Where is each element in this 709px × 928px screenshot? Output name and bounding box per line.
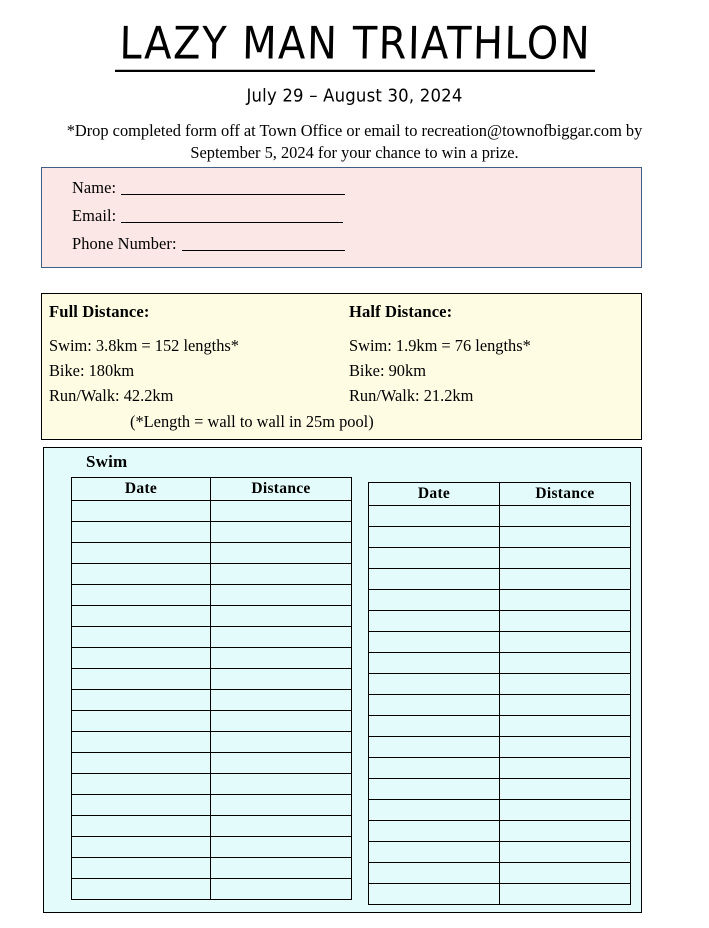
full-distance-bike: Bike: 180km [49,361,135,380]
swim-log-right-body [369,506,631,905]
table-row [369,569,631,590]
table-row [369,842,631,863]
cell-distance[interactable] [211,732,352,753]
distance-info-box [41,293,642,440]
cell-distance[interactable] [500,800,631,821]
contact-info-box [41,167,642,268]
cell-distance[interactable] [211,816,352,837]
name-field-row [72,178,345,198]
table-row [72,501,352,522]
full-distance-swim: Swim: 3.8km = 152 lengths* [49,336,240,355]
cell-date[interactable] [72,690,211,711]
table-row [369,590,631,611]
cell-distance[interactable] [500,632,631,653]
cell-distance[interactable] [500,695,631,716]
column-header-distance: Distance [211,478,352,501]
cell-date[interactable] [369,800,500,821]
swim-log-box [43,447,642,913]
swim-log-left-body [72,501,352,900]
half-distance-swim: Swim: 1.9km = 76 lengths* [349,336,531,355]
email-input[interactable] [121,209,343,223]
cell-distance[interactable] [500,842,631,863]
cell-distance[interactable] [211,648,352,669]
cell-date[interactable] [369,758,500,779]
table-row [369,821,631,842]
table-row [369,653,631,674]
table-row [369,674,631,695]
cell-date[interactable] [72,837,211,858]
cell-date[interactable] [369,884,500,905]
pool-length-note: (*Length = wall to wall in 25m pool) [130,412,374,431]
cell-date[interactable] [72,564,211,585]
swim-log-table-left [71,477,352,900]
cell-date[interactable] [72,627,211,648]
cell-distance[interactable] [500,653,631,674]
full-distance-column [49,302,239,408]
cell-distance[interactable] [500,569,631,590]
table-row [369,527,631,548]
cell-date[interactable] [369,590,500,611]
swim-section-title: Swim [86,452,128,471]
table-row [72,858,352,879]
page-title: LAZY MAN TRIATHLON [115,20,596,72]
cell-distance[interactable] [500,611,631,632]
event-date-range: July 29 – August 30, 2024 [246,85,463,106]
cell-distance[interactable] [211,774,352,795]
cell-date[interactable] [72,669,211,690]
cell-date[interactable] [369,695,500,716]
cell-date[interactable] [369,779,500,800]
table-row [369,632,631,653]
cell-distance[interactable] [211,753,352,774]
column-header-distance: Distance [500,483,631,506]
cell-distance[interactable] [500,548,631,569]
cell-distance[interactable] [211,543,352,564]
half-distance-column [349,302,531,408]
cell-date[interactable] [369,548,500,569]
table-row [72,753,352,774]
table-row [369,611,631,632]
cell-distance[interactable] [500,590,631,611]
cell-distance[interactable] [211,879,352,900]
table-row [72,585,352,606]
title-block [0,18,709,106]
cell-distance[interactable] [211,837,352,858]
cell-date[interactable] [369,737,500,758]
table-row [369,716,631,737]
cell-distance[interactable] [500,527,631,548]
table-row [72,690,352,711]
table-row [72,795,352,816]
full-distance-run: Run/Walk: 42.2km [49,386,174,405]
cell-date[interactable] [369,611,500,632]
column-header-date: Date [369,483,500,506]
phone-input[interactable] [182,237,345,251]
cell-distance[interactable] [500,506,631,527]
cell-date[interactable] [72,732,211,753]
cell-date[interactable] [369,674,500,695]
cell-distance[interactable] [211,522,352,543]
submission-instructions: *Drop completed form off at Town Office or email to recreation@townofbiggar.com by September 5, 2024 for your chance to win a prize. [66,121,643,162]
cell-date[interactable] [72,606,211,627]
cell-date[interactable] [72,501,211,522]
cell-distance[interactable] [500,779,631,800]
phone-field-row [72,234,345,254]
table-header-row [72,478,352,501]
cell-distance[interactable] [500,821,631,842]
cell-distance[interactable] [211,795,352,816]
cell-distance[interactable] [211,606,352,627]
swim-log-table-right [368,482,631,905]
cell-date[interactable] [369,632,500,653]
cell-distance[interactable] [211,690,352,711]
cell-distance[interactable] [500,737,631,758]
table-row [72,816,352,837]
half-distance-bike: Bike: 90km [349,361,426,380]
table-row [72,522,352,543]
table-row [72,648,352,669]
table-row [369,779,631,800]
table-row [369,737,631,758]
table-row [369,884,631,905]
table-row [369,863,631,884]
email-field-row [72,206,343,226]
name-label: Name: [72,178,117,197]
cell-distance[interactable] [500,884,631,905]
table-row [72,627,352,648]
cell-date[interactable] [72,543,211,564]
table-row [369,506,631,527]
cell-date[interactable] [72,816,211,837]
phone-label: Phone Number: [72,234,177,253]
cell-distance[interactable] [500,674,631,695]
table-row [72,564,352,585]
cell-date[interactable] [369,821,500,842]
cell-distance[interactable] [211,564,352,585]
table-row [72,879,352,900]
cell-date[interactable] [369,653,500,674]
table-row [72,711,352,732]
cell-date[interactable] [72,858,211,879]
cell-distance[interactable] [211,711,352,732]
email-label: Email: [72,206,117,225]
cell-date[interactable] [72,879,211,900]
cell-date[interactable] [72,774,211,795]
cell-date[interactable] [72,522,211,543]
table-row [72,774,352,795]
table-row [72,732,352,753]
cell-date[interactable] [369,842,500,863]
table-row [369,695,631,716]
name-input[interactable] [121,181,345,195]
cell-distance[interactable] [211,669,352,690]
cell-date[interactable] [369,716,500,737]
cell-date[interactable] [369,569,500,590]
cell-date[interactable] [369,527,500,548]
table-row [369,800,631,821]
column-header-date: Date [72,478,211,501]
cell-distance[interactable] [500,716,631,737]
table-row [72,669,352,690]
half-distance-heading: Half Distance: [349,302,453,321]
cell-date[interactable] [72,585,211,606]
half-distance-run: Run/Walk: 21.2km [349,386,474,405]
cell-date[interactable] [369,863,500,884]
cell-distance[interactable] [211,585,352,606]
full-distance-heading: Full Distance: [49,302,150,321]
table-row [72,543,352,564]
cell-date[interactable] [72,753,211,774]
cell-date[interactable] [72,711,211,732]
cell-date[interactable] [72,648,211,669]
cell-distance[interactable] [211,858,352,879]
table-row [72,606,352,627]
cell-date[interactable] [369,506,500,527]
cell-distance[interactable] [500,758,631,779]
table-row [369,758,631,779]
cell-distance[interactable] [211,627,352,648]
cell-distance[interactable] [211,501,352,522]
cell-distance[interactable] [500,863,631,884]
table-header-row [369,483,631,506]
cell-date[interactable] [72,795,211,816]
table-row [369,548,631,569]
table-row [72,837,352,858]
